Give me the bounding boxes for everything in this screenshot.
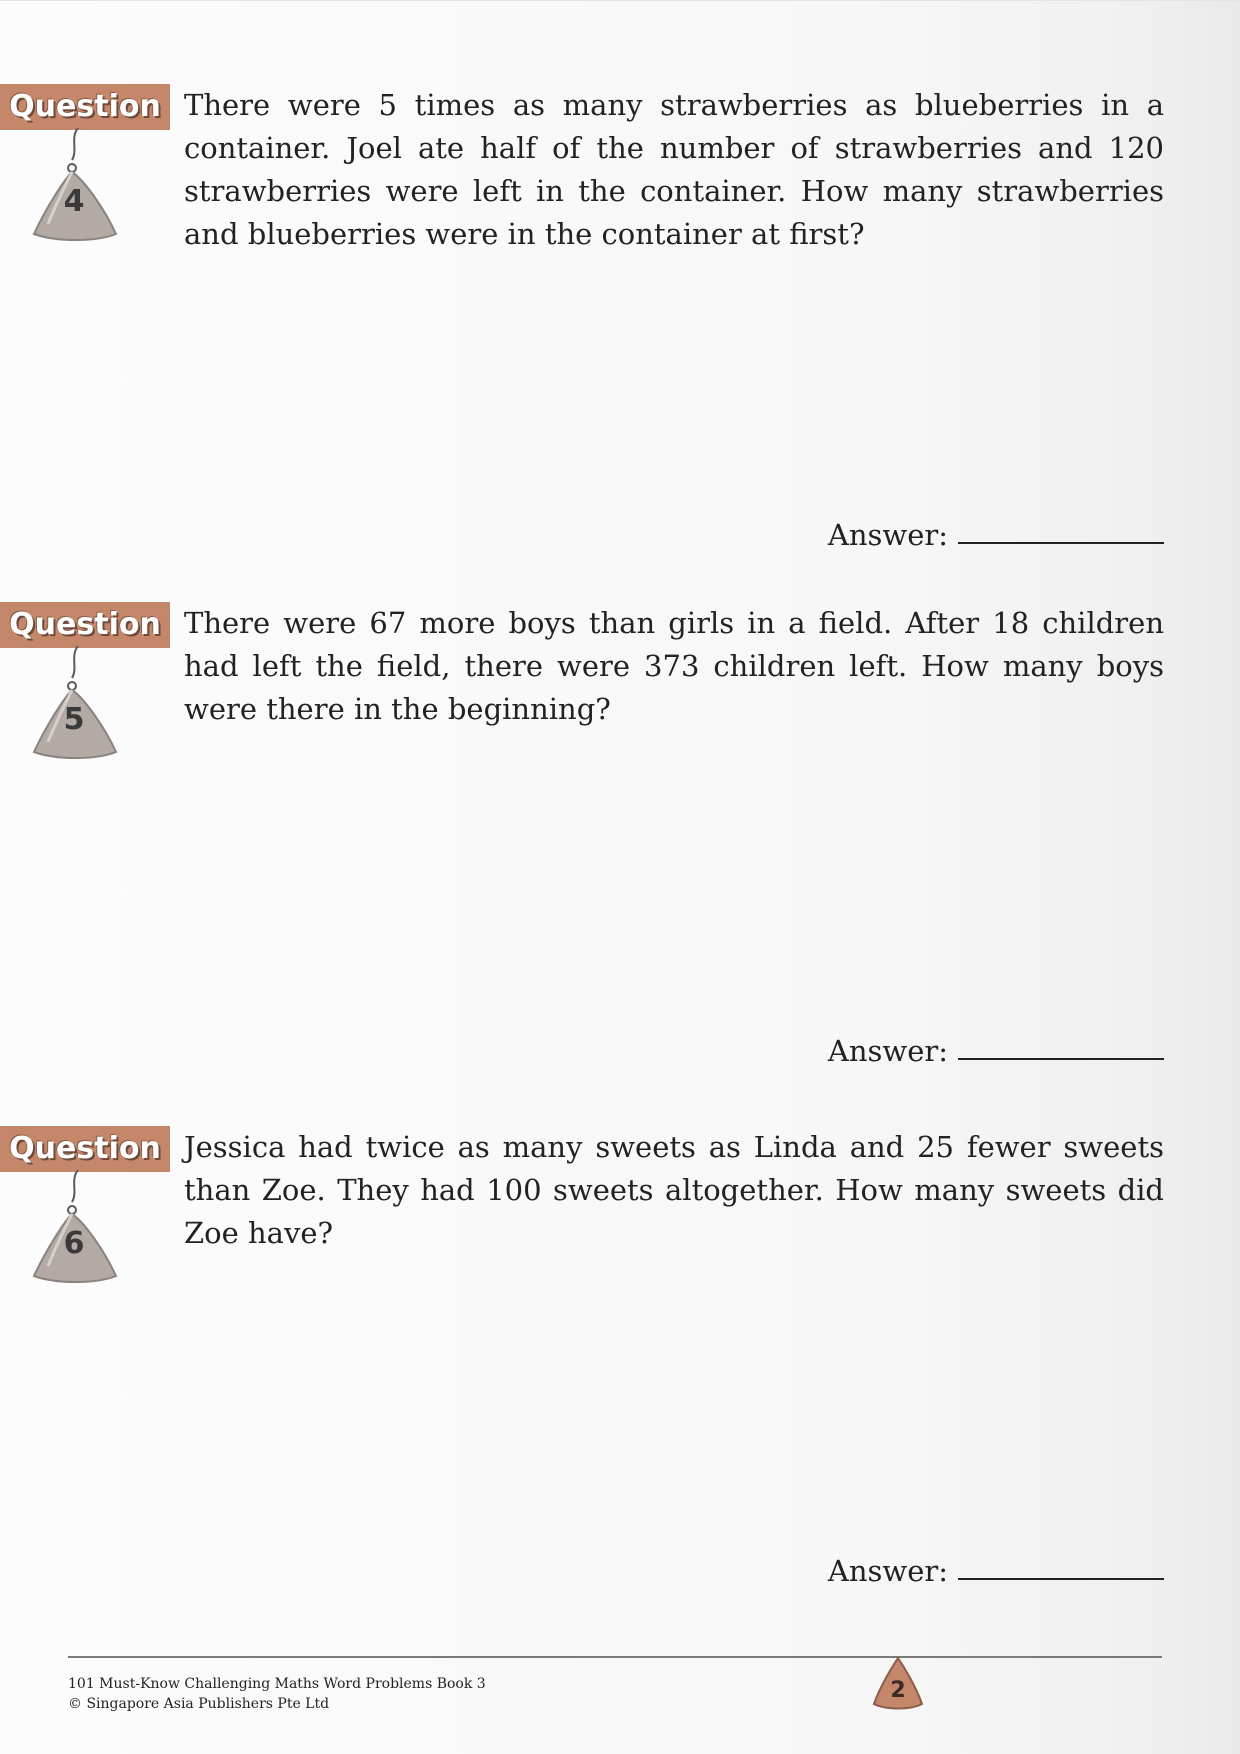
question-paragraph: Jessica had twice as many sweets as Linda and 25 fewer sweets than Zoe. They had 100 sweets altogether. How many sweets did Zoe have? <box>184 1130 1164 1250</box>
question-paragraph: There were 67 more boys than girls in a field. After 18 children had left the field, there were 373 children left. How many boys were there in the beginning? <box>184 606 1164 726</box>
question-label: Question <box>0 1126 170 1172</box>
answer-label: Answer: <box>827 1034 948 1068</box>
question-paragraph: There were 5 times as many strawberries as blueberries in a container. Joel ate half of the number of strawberries and 120 strawberries were left in the container. How many strawberries and blueberries were in the container at first? <box>184 88 1164 251</box>
question-label: Question <box>0 602 170 648</box>
answer-blank[interactable] <box>958 542 1164 544</box>
answer-blank[interactable] <box>958 1578 1164 1580</box>
answer-row-6 <box>828 1554 1164 1588</box>
footer-divider <box>68 1656 1162 1658</box>
question-text <box>184 602 1164 731</box>
question-text <box>184 1126 1164 1255</box>
question-label: Question <box>0 84 170 130</box>
answer-label: Answer: <box>827 518 948 552</box>
question-text <box>184 84 1164 256</box>
book-title: 101 Must-Know Challenging Maths Word Problems Book 3 <box>68 1676 486 1692</box>
copyright-notice: © Singapore Asia Publishers Pte Ltd <box>68 1696 330 1712</box>
answer-label: Answer: <box>827 1554 948 1588</box>
question-number: 6 <box>63 1226 85 1261</box>
page-number: 2 <box>890 1678 906 1703</box>
question-number: 5 <box>63 702 85 737</box>
answer-blank[interactable] <box>958 1058 1164 1060</box>
answer-row-4 <box>828 518 1164 552</box>
answer-row-5 <box>828 1034 1164 1068</box>
question-number: 4 <box>63 184 85 219</box>
footer-credits <box>68 1674 486 1714</box>
